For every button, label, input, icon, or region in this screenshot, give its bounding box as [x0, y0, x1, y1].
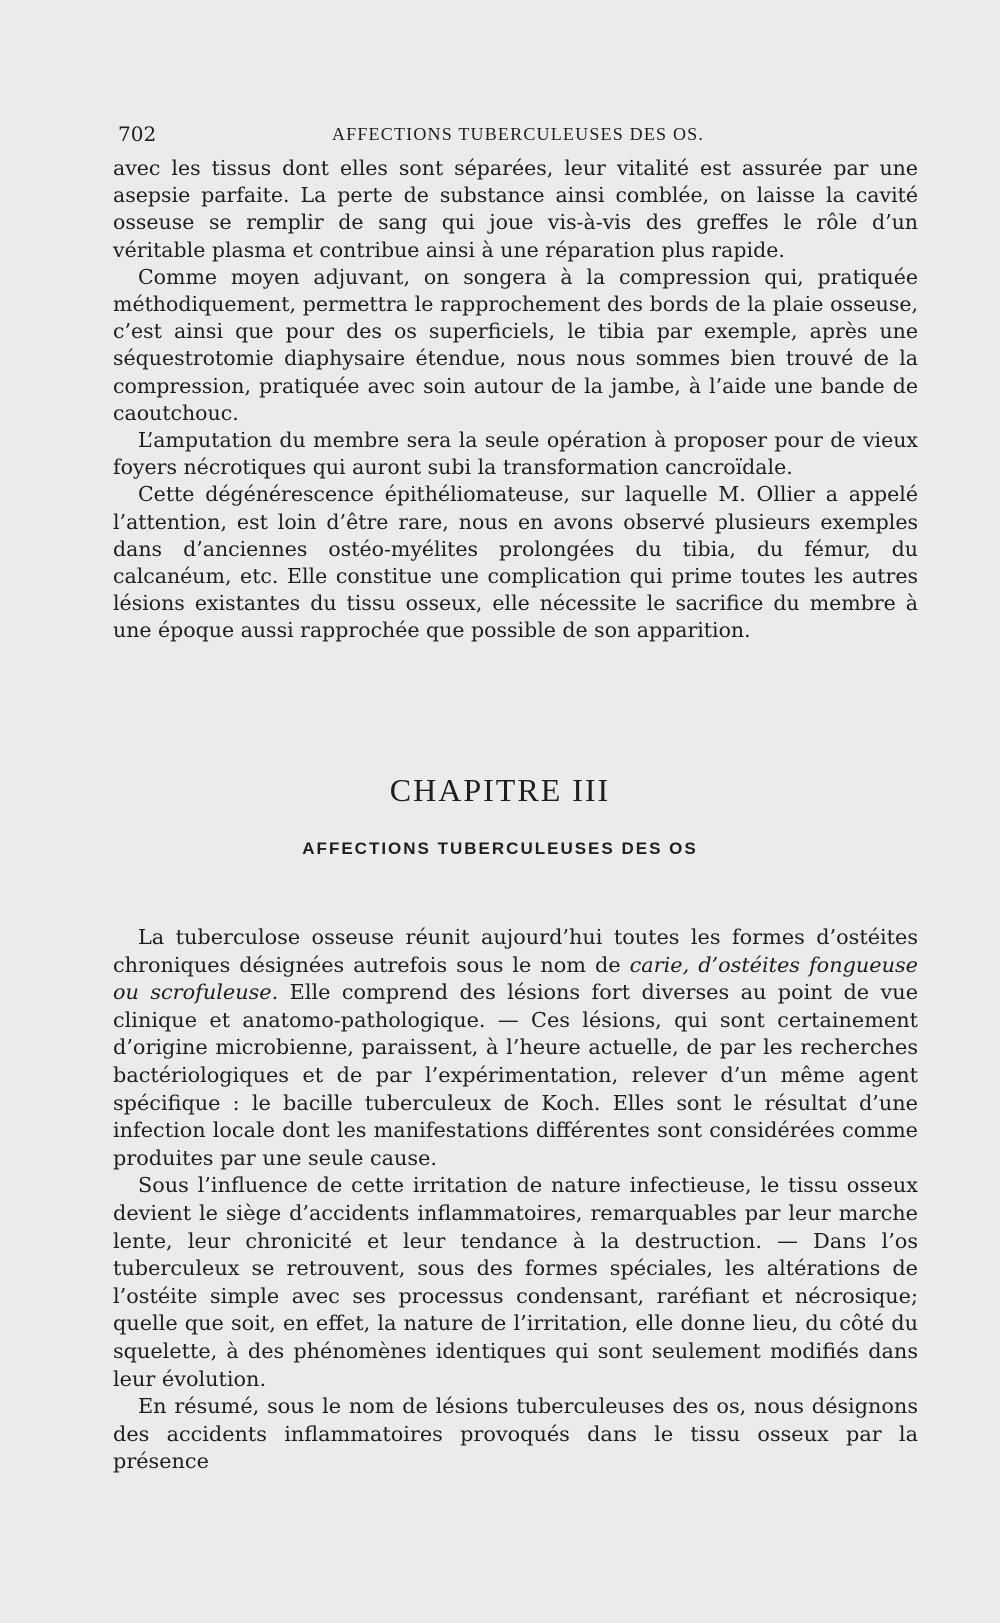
text-block-continuation	[113, 155, 918, 645]
paragraph	[113, 924, 918, 1172]
running-head: AFFECTIONS TUBERCULEUSES DES OS.	[331, 124, 705, 144]
paragraph-text: La tuberculose osseuse réunit aujourd’hui toutes les formes d’ostéites chroniques désignées autrefois sous le nom de	[113, 925, 918, 977]
paragraph: Comme moyen adjuvant, on songera à la compression qui, pratiquée méthodiquement, permettra le rapprochement des bords de la plaie osseuse, c’est ainsi que pour des os superficiels, le tibia par exemple, après une séquestrotomie diaphysaire étendue, nous nous sommes bien trouvé de la compression, pratiquée avec soin autour de la jambe, à l’aide une bande de caoutchouc.	[113, 264, 918, 425]
paragraph-text: Elle comprend des lésions fort diverses au point de vue clinique et anatomo-pathologique. — Ces lésions, qui sont certainement d’origine microbienne, paraissent, à l’heure actuelle, de par les recherches bactériologiques et de par l’expérimentation, relever d’un même agent spécifique : le bacille tuberculeux de Koch. Elles sont le résultat d’une infection locale dont les manifestations différentes sont considérées comme produites par une seule cause.	[113, 980, 919, 1170]
page-number: 702	[118, 122, 157, 146]
paragraph: En résumé, sous le nom de lésions tuberculeuses des os, nous désignons des accidents inflammatoires provoqués dans le tissu osseux par la présence	[113, 1394, 918, 1474]
chapter-subtitle: AFFECTIONS TUBERCULEUSES DES OS	[302, 839, 698, 858]
paragraph: Sous l’influence de cette irritation de nature infectieuse, le tissu osseux devient le siège d’accidents inflammatoires, remarquables par leur marche lente, leur chronicité et leur tendance à la destruction. — Dans l’os tuberculeux se retrouvent, sous des formes spéciales, les altérations de l’ostéite simple avec ses processus condensant, raréfiant et nécrosique; quelle que soit, en effet, la nature de l’irritation, elle donne lieu, du côté du squelette, à des phénomènes identiques qui sont seulement modifiés dans leur évolution.	[113, 1173, 918, 1391]
paragraph: Cette dégénérescence épithéliomateuse, sur laquelle M. Ollier a appelé l’attention, est loin d’être rare, nous en avons observé plusieurs exemples dans d’anciennes ostéo-myélites prolongées du tibia, du fémur, du calcanéum, etc. Elle constitue une complication qui prime toutes les autres lésions existantes du tissu osseux, elle nécessite le sacrifice du membre à une époque aussi rapprochée que possible de son apparition.	[113, 482, 918, 643]
chapter-title: CHAPITRE III	[389, 772, 611, 808]
text-block-chapter	[113, 924, 918, 1476]
page-header	[118, 122, 918, 152]
paragraph: avec les tissus dont elles sont séparées, leur vitalité est assurée par une asepsie parfaite. La perte de substance ainsi comblée, on laisse la cavité osseuse se remplir de sang qui joue vis-à-vis des greffes le rôle d’un véritable plasma et contribue ainsi à une réparation plus rapide.	[113, 156, 918, 262]
paragraph: L’amputation du membre sera la seule opération à proposer pour de vieux foyers nécrotiques qui auront subi la transformation cancroïdale.	[113, 428, 918, 480]
italic-terms: carie, d’ostéites fongueuse ou scrofuleuse.	[113, 952, 918, 1005]
